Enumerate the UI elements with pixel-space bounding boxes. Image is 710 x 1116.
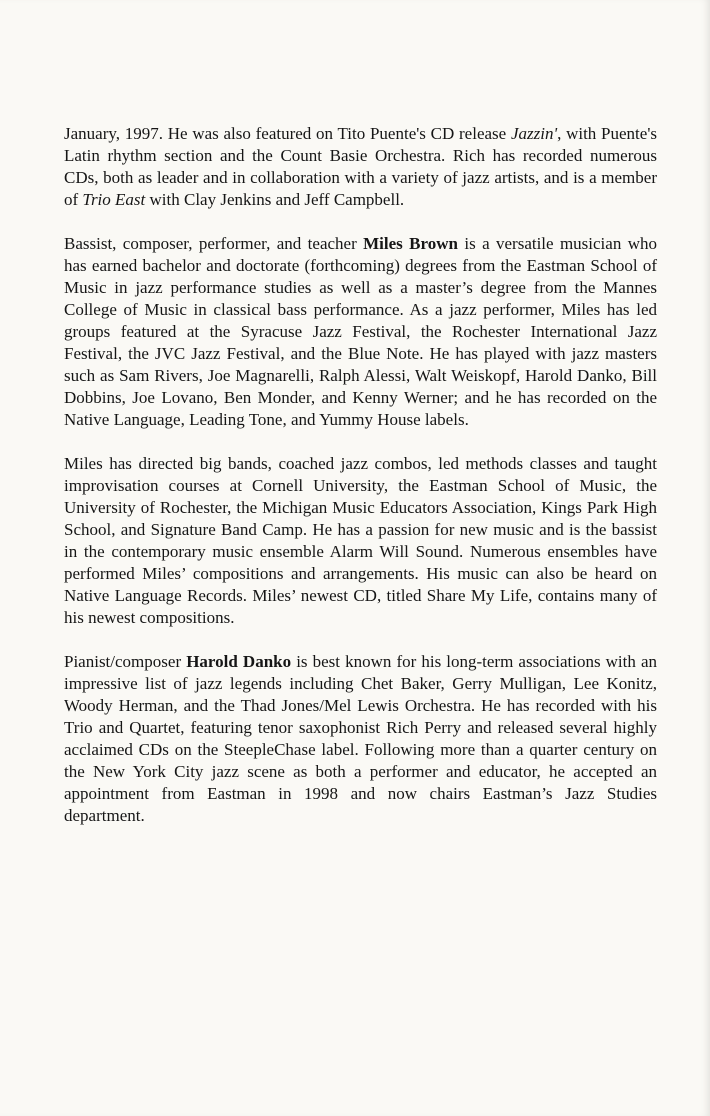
p2-text-a: Bassist, composer, performer, and teacher <box>64 234 364 253</box>
bio-text-column <box>64 123 657 849</box>
paragraph-harold-danko-bio <box>64 651 657 827</box>
name-harold-danko: Harold Danko <box>186 652 292 671</box>
p4-text-a: Pianist/composer <box>64 652 187 671</box>
paragraph-rich-perry-continuation <box>64 123 657 211</box>
p2-text-b: is a versatile musician who has earned bachelor and doctorate (forthcoming) degrees from the Eastman School of Music in jazz performance studies as well as a master’s degree from the Mannes College of Music in classical bass performance. As a jazz performer, Miles has led groups featured at the Syracuse Jazz Festival, the Rochester International Jazz Festival, the JVC Jazz Festival, and the Blue Note. He has played with jazz masters such as Sam Rivers, Joe Magnarelli, Ralph Alessi, Walt Weiskopf, Harold Danko, Bill Dobbins, Joe Lovano, Ben Monder, and Kenny Werner; and he has recorded on the Native Language, Leading Tone, and Yummy House labels. <box>64 234 657 429</box>
paragraph-miles-brown-bio <box>64 233 657 431</box>
p1-text-c: with Clay Jenkins and Jeff Campbell. <box>145 190 405 209</box>
p1-text-a: January, 1997. He was also featured on Tito Puente's CD release <box>64 124 511 143</box>
album-title-jazzin: Jazzin' <box>510 124 558 143</box>
p1-text-b: , with Puente's Latin rhythm section and the Count Basie Orchestra. Rich has recorded numerous CDs, both as leader and in collaboration with a variety of jazz artists, and is a member of <box>64 124 658 209</box>
paragraph-miles-brown-teaching <box>64 453 657 629</box>
name-miles-brown: Miles Brown <box>363 234 458 253</box>
p3-text: Miles has directed big bands, coached jazz combos, led methods classes and taught improvisation courses at Cornell University, the Eastman School of Music, the University of Rochester, the Michigan Music Educators Association, Kings Park High School, and Signature Band Camp. He has a passion for new music and is the bassist in the contemporary music ensemble Alarm Will Sound. Numerous ensembles have performed Miles’ compositions and arrangements. His music can also be heard on Native Language Records. Miles’ newest CD, titled Share My Life, contains many of his newest compositions. <box>64 454 657 627</box>
group-name-trio-east: Trio East <box>82 190 146 209</box>
p4-text-b: is best known for his long-term associations with an impressive list of jazz legends including Chet Baker, Gerry Mulligan, Lee Konitz, Woody Herman, and the Thad Jones/Mel Lewis Orchestra. He has recorded with his Trio and Quartet, featuring tenor saxophonist Rich Perry and released several highly acclaimed CDs on the SteepleChase label. Following more than a quarter century on the New York City jazz scene as both a performer and educator, he accepted an appointment from Eastman in 1998 and now chairs Eastman’s Jazz Studies department. <box>64 652 657 825</box>
